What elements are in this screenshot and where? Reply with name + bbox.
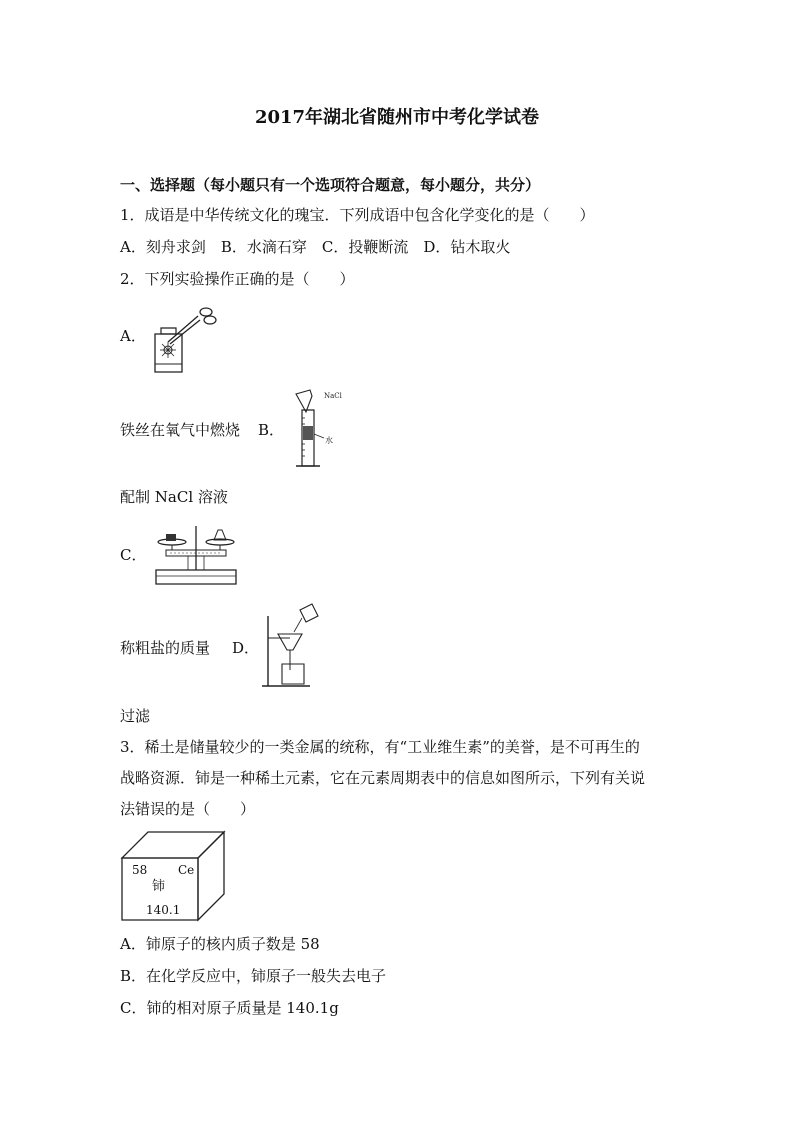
question-3-option-a: A．铈原子的核内质子数是 58	[120, 935, 320, 953]
option-b-caption: 配制 NaCl 溶液	[120, 488, 228, 506]
question-3-option-b: B．在化学反应中，铈原子一般失去电子	[120, 967, 387, 985]
element-atomic-mass: 140.1	[146, 903, 181, 917]
page-title: 2017年湖北省随州市中考化学试卷	[254, 107, 540, 128]
option-d-caption: 过滤	[120, 707, 151, 725]
option-c-label: C．	[120, 546, 147, 564]
question-1-options: A．刻舟求剑 B．水滴石穿 C．投鞭断流 D．钻木取火	[120, 238, 511, 256]
section-heading: 一、选择题（每小题只有一个选项符合题意，每小题分，共分）	[120, 176, 541, 194]
option-a-caption: 铁丝在氧气中燃烧	[120, 421, 241, 439]
question-3-option-c: C．铈的相对原子质量是 140.1g	[120, 999, 339, 1017]
filtration-figure	[260, 604, 324, 690]
balance-figure	[152, 518, 240, 588]
element-symbol: Ce	[178, 863, 195, 877]
question-3-stem-line3: 法错误的是（ ）	[120, 800, 256, 818]
element-name: 铈	[152, 879, 166, 894]
option-a-label: A．	[120, 327, 146, 345]
question-3-stem-line1: 3．稀土是储量较少的一类金属的统称，有“工业维生素”的美誉，是不可再生的	[120, 738, 640, 756]
question-2-stem: 2．下列实验操作正确的是（ ）	[120, 270, 355, 288]
question-1-stem: 1．成语是中华传统文化的瑰宝．下列成语中包含化学变化的是（ ）	[120, 206, 595, 224]
question-3-stem-line2: 战略资源．铈是一种稀土元素，它在元素周期表中的信息如图所示，下列有关说	[120, 769, 646, 787]
nacl-solution-figure	[290, 388, 350, 472]
option-b-label: B．	[258, 421, 285, 439]
option-c-caption: 称粗盐的质量	[120, 639, 211, 657]
water-label: 水	[325, 436, 333, 445]
iron-wire-burning-figure	[150, 302, 222, 376]
nacl-label: NaCl	[324, 392, 342, 400]
element-atomic-number: 58	[132, 863, 148, 877]
element-cerium-card	[120, 830, 226, 922]
option-d-label: D．	[232, 639, 260, 657]
